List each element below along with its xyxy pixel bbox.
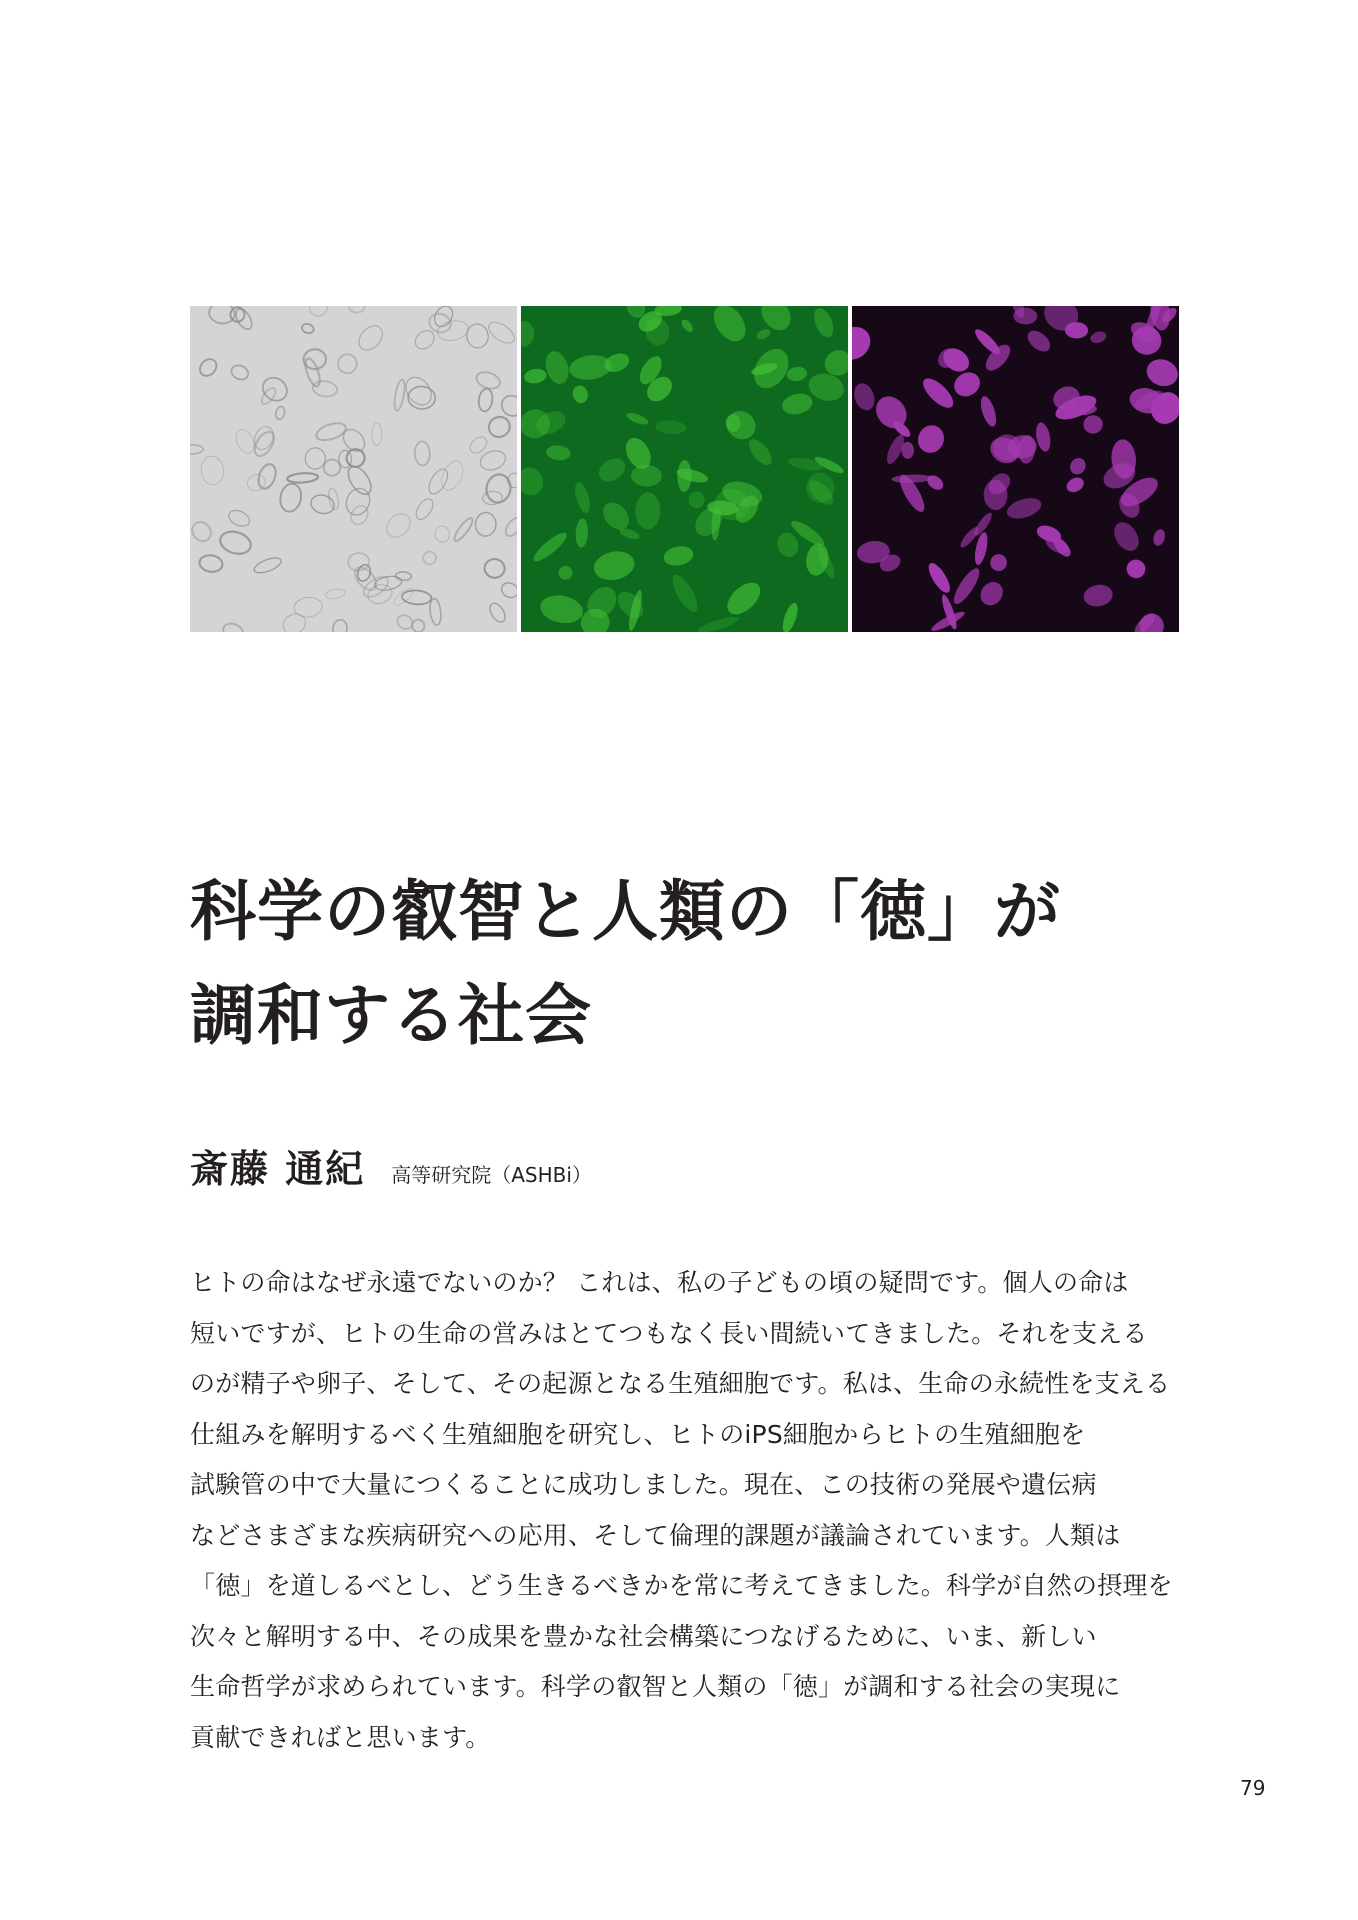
body-line: 生命哲学が求められています。科学の叡智と人類の「徳」が調和する社会の実現に: [190, 1672, 1121, 1701]
article-title: [190, 860, 1180, 1068]
title-line: 調和する社会: [190, 977, 592, 1054]
title-line: 科学の叡智と人類の「徳」が: [190, 873, 1061, 950]
body-line: 貢献できればと思います。: [190, 1722, 491, 1752]
magenta-fluorescence-micrograph: [852, 306, 1179, 632]
body-line: 短いですが、ヒトの生命の営みはとてつもなく長い間続いてきました。それを支える: [190, 1318, 1148, 1348]
body-line: 仕組みを解明するべく生殖細胞を研究し、ヒトのiPS細胞からヒトの生殖細胞を: [190, 1419, 1086, 1449]
author-name: 斎藤 通紀: [190, 1147, 366, 1191]
page-number: 79: [1240, 1776, 1266, 1800]
brightfield-micrograph: [190, 306, 517, 632]
article-body: [190, 1258, 1180, 1763]
body-line: などさまざまな疾病研究への応用、そして倫理的課題が議論されています。人類は: [190, 1520, 1121, 1550]
body-line: 「徳」を道しるべとし、どう生きるべきかを常に考えてきました。科学が自然の摂理を: [190, 1571, 1173, 1600]
body-line: 次々と解明する中、その成果を豊かな社会構築につなげるために、いま、新しい: [190, 1621, 1097, 1651]
body-line: のが精子や卵子、そして、その起源となる生殖細胞です。私は、生命の永続性を支える: [190, 1369, 1171, 1398]
author-block: [190, 1138, 592, 1198]
body-line: 試験管の中で大量につくることに成功しました。現在、この技術の発展や遺伝病: [190, 1470, 1097, 1499]
author-affiliation: 高等研究院（ASHBi）: [391, 1163, 592, 1187]
body-line: ヒトの命はなぜ永遠でないのか？ これは、私の子どもの頃の疑問です。個人の命は: [190, 1268, 1129, 1297]
green-fluorescence-micrograph: [521, 306, 848, 632]
